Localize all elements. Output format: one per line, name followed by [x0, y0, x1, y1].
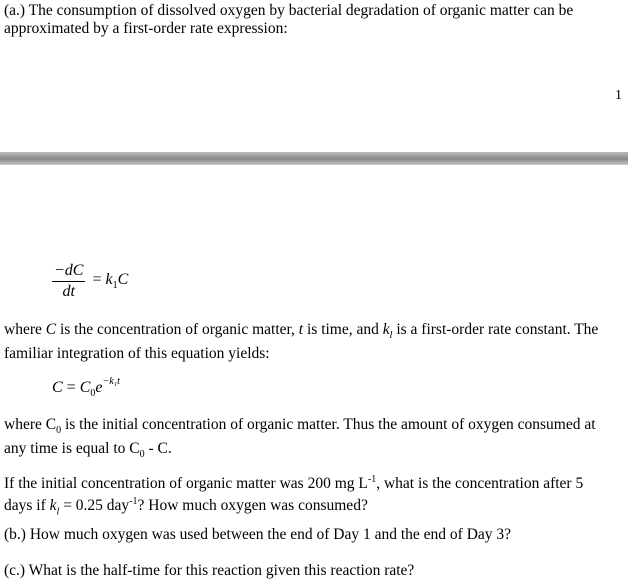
definition-where: where	[4, 321, 46, 338]
part-b-question: (b.) How much oxygen was used between the end of Day 1 and the end of Day 3?	[4, 526, 512, 543]
initial-c0-subscript-2: 0	[139, 449, 145, 461]
definition-line-2: familiar integration of this equation yields:	[4, 345, 270, 363]
question-l-exponent: -1	[367, 474, 377, 485]
integrated-equation	[52, 376, 120, 399]
definition-part-2: is time, and	[303, 321, 383, 338]
integrated-exponent: −k₁t	[102, 376, 120, 387]
intro-line-2: approximated by a first-order rate expression:	[4, 20, 288, 37]
integrated-c0-subscript: 0	[90, 388, 96, 400]
question-part-2: , what is the concentration after 5	[376, 475, 584, 493]
initial-part-3: any time is equal to C	[4, 440, 140, 458]
integrated-equals: =	[66, 379, 76, 396]
question-var-k-subscript: l	[56, 506, 60, 518]
part-a-intro	[4, 2, 573, 38]
intro-line-1: (a.) The consumption of dissolved oxygen by bacterial degradation of organic matter can be	[4, 2, 574, 19]
question-part-1: If the initial concentration of organic matter was 200 mg L	[4, 475, 368, 493]
var-c: C	[45, 321, 57, 338]
var-k-subscript: l	[389, 330, 393, 342]
rate-constant-subscript: 1	[112, 280, 118, 292]
fraction-denominator: dt	[62, 283, 75, 300]
var-k: k	[382, 321, 390, 338]
rate-equation	[52, 262, 128, 301]
initial-c0-subscript: 0	[56, 425, 62, 437]
question-part-5: ? How much oxygen was consumed?	[137, 497, 368, 515]
initial-part-4: - C.	[144, 440, 172, 458]
integrated-lhs: C	[52, 379, 63, 396]
fraction-numerator: −dC	[52, 262, 85, 282]
page-number: 1	[615, 88, 622, 103]
integrated-c0: C	[79, 379, 91, 396]
definition-part-3: is a first-order rate constant. The	[392, 321, 599, 338]
question-var-k: k	[49, 497, 57, 515]
question-day-exponent: -1	[129, 496, 138, 508]
rate-equation-rhs	[92, 271, 128, 291]
equals-sign: =	[92, 271, 102, 289]
initial-part-2: is the initial concentration of organic matter. Thus the amount of oxygen consumed at	[61, 416, 596, 433]
initial-part-1: where C	[4, 416, 57, 433]
initial-concentration-paragraph	[4, 416, 596, 464]
question-part-3: days if	[4, 497, 50, 515]
definition-paragraph	[4, 321, 598, 363]
part-c-question: (c.) What is the half-time for this reaction given this reaction rate?	[4, 562, 415, 579]
question-paragraph	[4, 471, 583, 521]
concentration-symbol: C	[117, 271, 129, 289]
derivative-fraction	[52, 262, 85, 301]
definition-part-1: is the concentration of organic matter,	[56, 321, 299, 338]
integrated-exponential: e	[95, 379, 103, 396]
page-divider	[0, 152, 628, 165]
rate-constant: k	[105, 271, 113, 289]
var-t: t	[298, 321, 304, 338]
question-part-4: = 0.25 day	[59, 497, 130, 515]
